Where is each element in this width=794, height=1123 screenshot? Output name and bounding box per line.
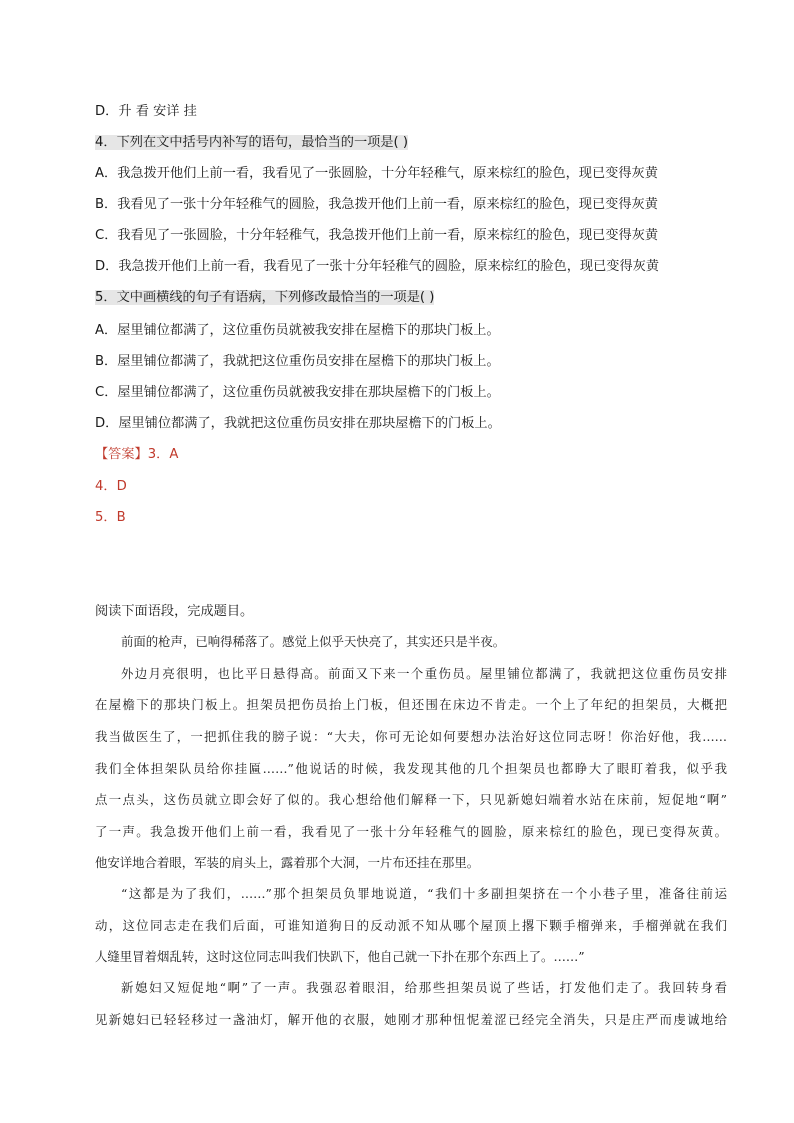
passage-line-8: 他安详地合着眼，军装的肩头上，露着那个大洞，一片布还挂在那里。 bbox=[95, 855, 480, 870]
answer-tag: 【答案】 bbox=[95, 447, 148, 462]
passage-line-3: 在屋檐下的那块门板上。担架员把伤员抬上门板，但还围在床边不肯走。一个上了年纪的担架员，大概把 bbox=[95, 697, 727, 712]
q4-option-b: B．我看见了一张十分年轻稚气的圆脸，我急拨开他们上前一看，原来棕红的脸色，现已变得灰黄 bbox=[95, 197, 658, 212]
passage-line-2: 外边月亮很明，也比平日悬得高。前面又下来一个重伤员。屋里铺位都满了，我就把这位重伤员安排 bbox=[121, 666, 727, 681]
answer-line-3 bbox=[95, 446, 178, 464]
passage-line-13: 见新媳妇已轻轻移过一盏油灯，解开他的衣服，她刚才那种忸怩羞涩已经完全消失，只是庄严而虔诚地给 bbox=[95, 1012, 727, 1027]
q5-option-d: D．屋里铺位都满了，我就把这位重伤员安排在那块屋檐下的门板上。 bbox=[95, 416, 501, 431]
passage-line-7: 了一声。我急拨开他们上前一看，我看见了一张十分年轻稚气的圆脸，原来棕红的脸色，现已变得灰黄。 bbox=[95, 824, 727, 839]
passage-line-1: 前面的枪声，已响得稀落了。感觉上似乎天快亮了，其实还只是半夜。 bbox=[121, 634, 506, 649]
answer-5: 5．B bbox=[95, 510, 126, 525]
q4-stem-text: 4．下列在文中括号内补写的语句，最恰当的一项是( ) bbox=[95, 135, 408, 150]
passage-line-4: 我当做医生了，一把抓住我的膀子说：“大夫，你可无论如何要想办法治好这位同志呀！你治好他，我…… bbox=[95, 729, 727, 744]
passage-line-5: 我们全体担架队员给你挂匾……”他说话的时候，我发现其他的几个担架员也都睁大了眼盯着我，似乎我 bbox=[95, 761, 727, 776]
q5-stem-text: 5．文中画横线的句子有语病，下列修改最恰当的一项是( ) bbox=[95, 290, 435, 305]
passage-line-11: 人缝里冒着烟乱转，这时这位同志叫我们快趴下，他自己就一下扑在那个东西上了。……” bbox=[95, 949, 585, 964]
q5-option-c: C．屋里铺位都满了，这位重伤员就被我安排在那块屋檐下的门板上。 bbox=[95, 385, 500, 400]
q5-stem bbox=[95, 289, 434, 307]
q5-option-a: A．屋里铺位都满了，这位重伤员就被我安排在屋檐下的那块门板上。 bbox=[95, 323, 500, 338]
q5-option-b: B．屋里铺位都满了，我就把这位重伤员安排在屋檐下的那块门板上。 bbox=[95, 354, 500, 369]
passage-line-10: 动，这位同志走在我们后面，可谁知道狗日的反动派不知从哪个屋顶上撂下颗手榴弹来，手榴弹就在我们 bbox=[95, 918, 727, 933]
passage-line-9: “这都是为了我们，……”那个担架员负罪地说道，“我们十多副担架挤在一个小巷子里，准备往前运 bbox=[121, 886, 727, 901]
reading-instruction: 阅读下面语段，完成题目。 bbox=[95, 604, 254, 619]
answer-3: 3．A bbox=[147, 447, 179, 462]
passage-line-12: 新媳妇又短促地“啊”了一声。我强忍着眼泪，给那些担架员说了些话，打发他们走了。我回转身看 bbox=[121, 980, 727, 995]
q4-option-c: C．我看见了一张圆脸，十分年轻稚气，我急拨开他们上前一看，原来棕红的脸色，现已变得灰黄 bbox=[95, 228, 659, 243]
answer-4: 4．D bbox=[95, 479, 127, 494]
q4-option-d: D．我急拨开他们上前一看，我看见了一张十分年轻稚气的圆脸，原来棕红的脸色，现已变得灰黄 bbox=[95, 259, 660, 274]
q3-option-d: D．升 看 安详 挂 bbox=[95, 104, 197, 119]
passage-line-6: 点一点头，这伤员就立即会好了似的。我心想给他们解释一下，只见新媳妇端着水站在床前，短促地“啊” bbox=[95, 792, 727, 807]
q4-stem bbox=[95, 134, 408, 152]
q4-option-a: A．我急拨开他们上前一看，我看见了一张圆脸，十分年轻稚气，原来棕红的脸色，现已变得灰黄 bbox=[95, 166, 658, 181]
